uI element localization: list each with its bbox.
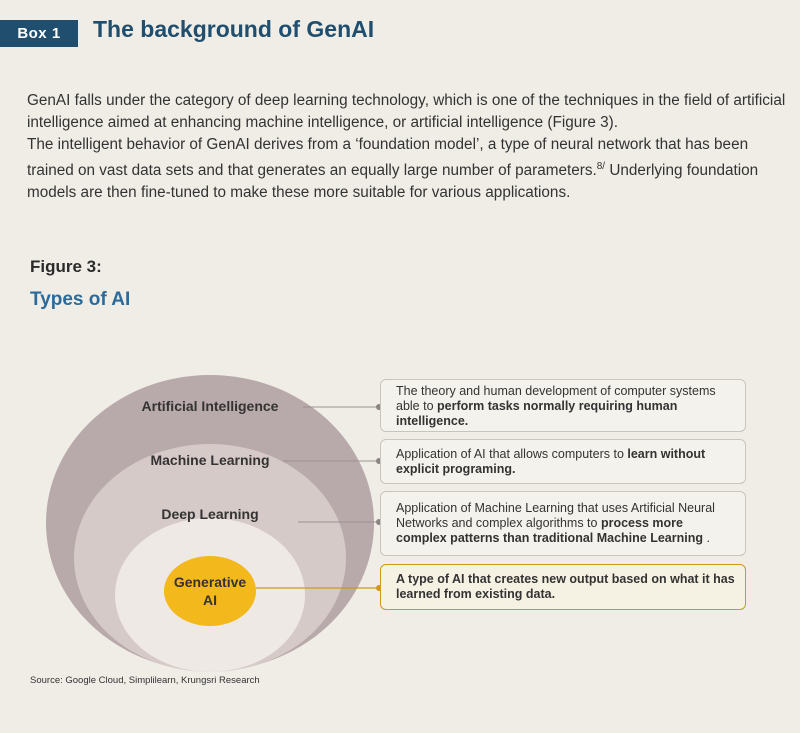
box-label: Box 1 [0, 20, 78, 47]
source-note: Source: Google Cloud, Simplilearn, Krungsri Research [30, 675, 260, 686]
figure-label: Figure 3: [30, 257, 102, 276]
figure-title: Types of AI [30, 289, 131, 310]
label-generative-ai [160, 573, 260, 609]
label-artificial-intelligence: Artificial Intelligence [141, 398, 279, 414]
intro-paragraph-1: GenAI falls under the category of deep learning technology, which is one of the techniques in the field of artificial intelligence aimed at enhancing machine intelligence, or artificial intelligence (Figure 3). [27, 92, 786, 131]
desc-machine-learning: Application of AI that allows computers to learn without explicit programing. [380, 439, 746, 484]
label-generative-ai-line2: AI [203, 592, 217, 608]
label-deep-learning: Deep Learning [161, 506, 259, 522]
label-machine-learning: Machine Learning [150, 452, 270, 468]
intro-paragraph-2-main: The intelligent behavior of GenAI derives from a ‘foundation model’, a type of neural network that has been trained on vast data sets and that generates an equally large number of parameters. [27, 136, 749, 180]
box-title: The background of GenAI [93, 16, 375, 42]
desc-artificial-intelligence: The theory and human development of computer systems able to perform tasks normally requiring human intelligence. [380, 379, 746, 432]
desc-generative-ai: A type of AI that creates new output based on what it has learned from existing data. [380, 564, 746, 610]
footnote-ref: 8/ [596, 161, 606, 172]
label-generative-ai-line1: Generative [173, 574, 247, 590]
desc-deep-learning: Application of Machine Learning that uses Artificial Neural Networks and complex algorithms to process more complex patterns than traditional Machine Learning . [380, 491, 746, 556]
intro-paragraph-2-tail: Underlying foundation models are then fine-tuned to make these more suitable for various applications. [27, 162, 759, 202]
